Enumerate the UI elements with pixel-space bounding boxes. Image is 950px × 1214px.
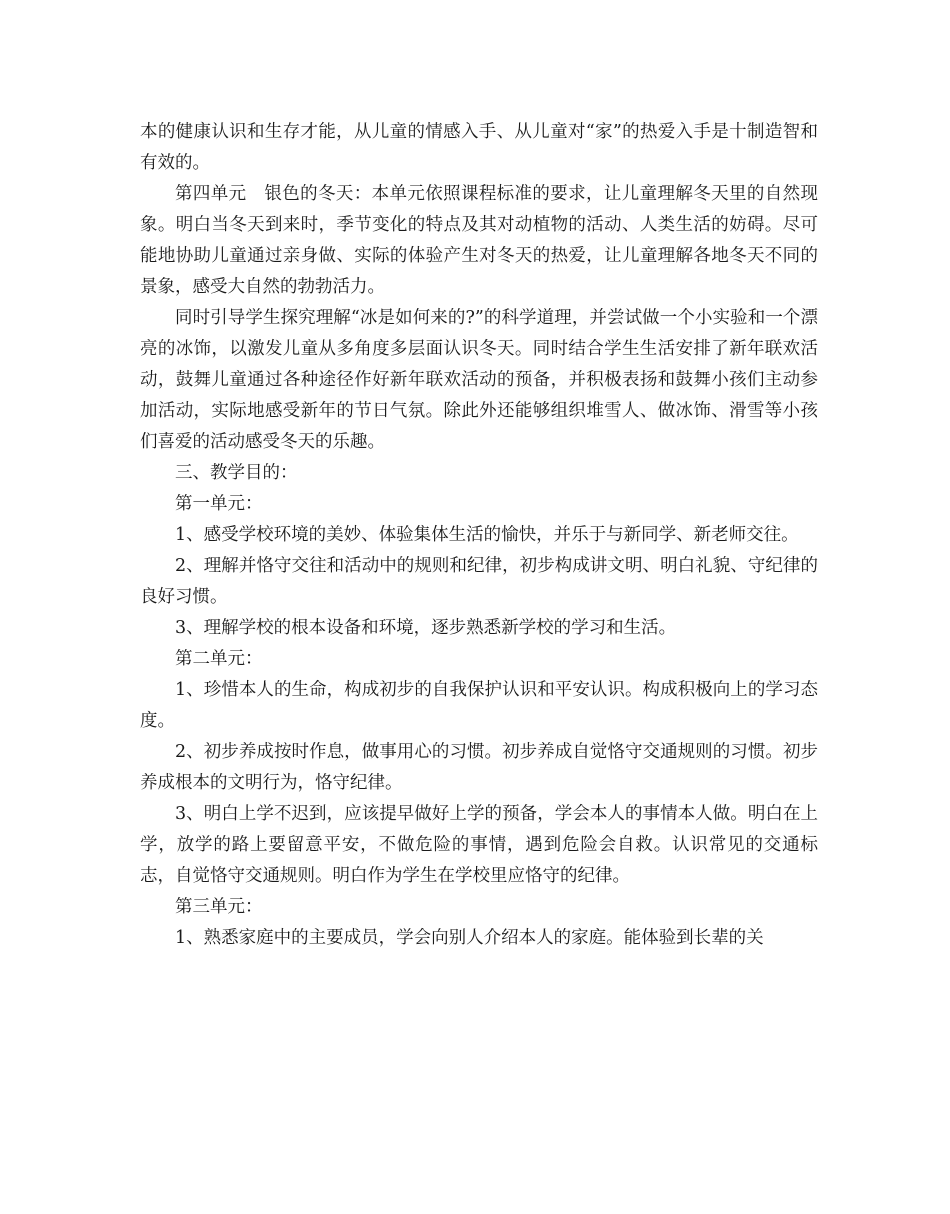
unit-one-heading: 第一单元： [175,494,263,514]
document-body [140,117,818,954]
paragraph-ice-science: 同时引导学生探究理解“冰是如何来的?”的科学道理，并尝试做一个小实验和一个漂亮的冰饰，以激发儿童从多角度多层面认识冬天。同时结合学生生活安排了新年联欢活动，鼓舞儿童通过各种途径作好新年联欢活动的预备，并积极表扬和鼓舞小孩们主动参加活动，实际地感受新年的节日气氛。除此外还能够组织堆雪人、做冰饰、滑雪等小孩们喜爱的活动感受冬天的乐趣。 [140,308,818,452]
unit-two-goal-2: 2、初步养成按时作息，做事用心的习惯。初步养成自觉恪守交通规则的习惯。初步养成根本的文明行为，恪守纪律。 [140,742,818,793]
paragraph-unit-four: 第四单元 银色的冬天：本单元依照课程标准的要求，让儿童理解冬天里的自然现象。明白当冬天到来时，季节变化的特点及其对动植物的活动、人类生活的妨碍。尽可能地协助儿童通过亲身做、实际的体验产生对冬天的热爱，让儿童理解各地冬天不同的景象，感受大自然的勃勃活力。 [140,184,818,297]
paragraph-continuation: 本的健康认识和生存才能，从儿童的情感入手、从儿童对“家”的热爱入手是十制造智和有效的。 [140,122,818,173]
unit-two-goal-3: 3、明白上学不迟到，应该提早做好上学的预备，学会本人的事情本人做。明白在上学，放学的路上要留意平安，不做危险的事情，遇到危险会自救。认识常见的交通标志，自觉恪守交通规则。明白作为学生在学校里应恪守的纪律。 [140,804,818,886]
unit-one-goal-2: 2、理解并恪守交往和活动中的规则和纪律，初步构成讲文明、明白礼貌、守纪律的良好习惯。 [140,556,818,607]
unit-three-heading: 第三单元： [175,897,263,917]
unit-one-goal-3: 3、理解学校的根本设备和环境，逐步熟悉新学校的学习和生活。 [175,618,677,638]
unit-two-heading: 第二单元： [175,649,263,669]
unit-three-goal-1: 1、熟悉家庭中的主要成员，学会向别人介绍本人的家庭。能体验到长辈的关 [175,928,764,948]
section-heading-teaching-goals: 三、教学目的： [175,463,298,483]
unit-one-goal-1: 1、感受学校环境的美妙、体验集体生活的愉快，并乐于与新同学、新老师交往。 [175,525,799,545]
unit-two-goal-1: 1、珍惜本人的生命，构成初步的自我保护认识和平安认识。构成积极向上的学习态度。 [140,680,818,731]
